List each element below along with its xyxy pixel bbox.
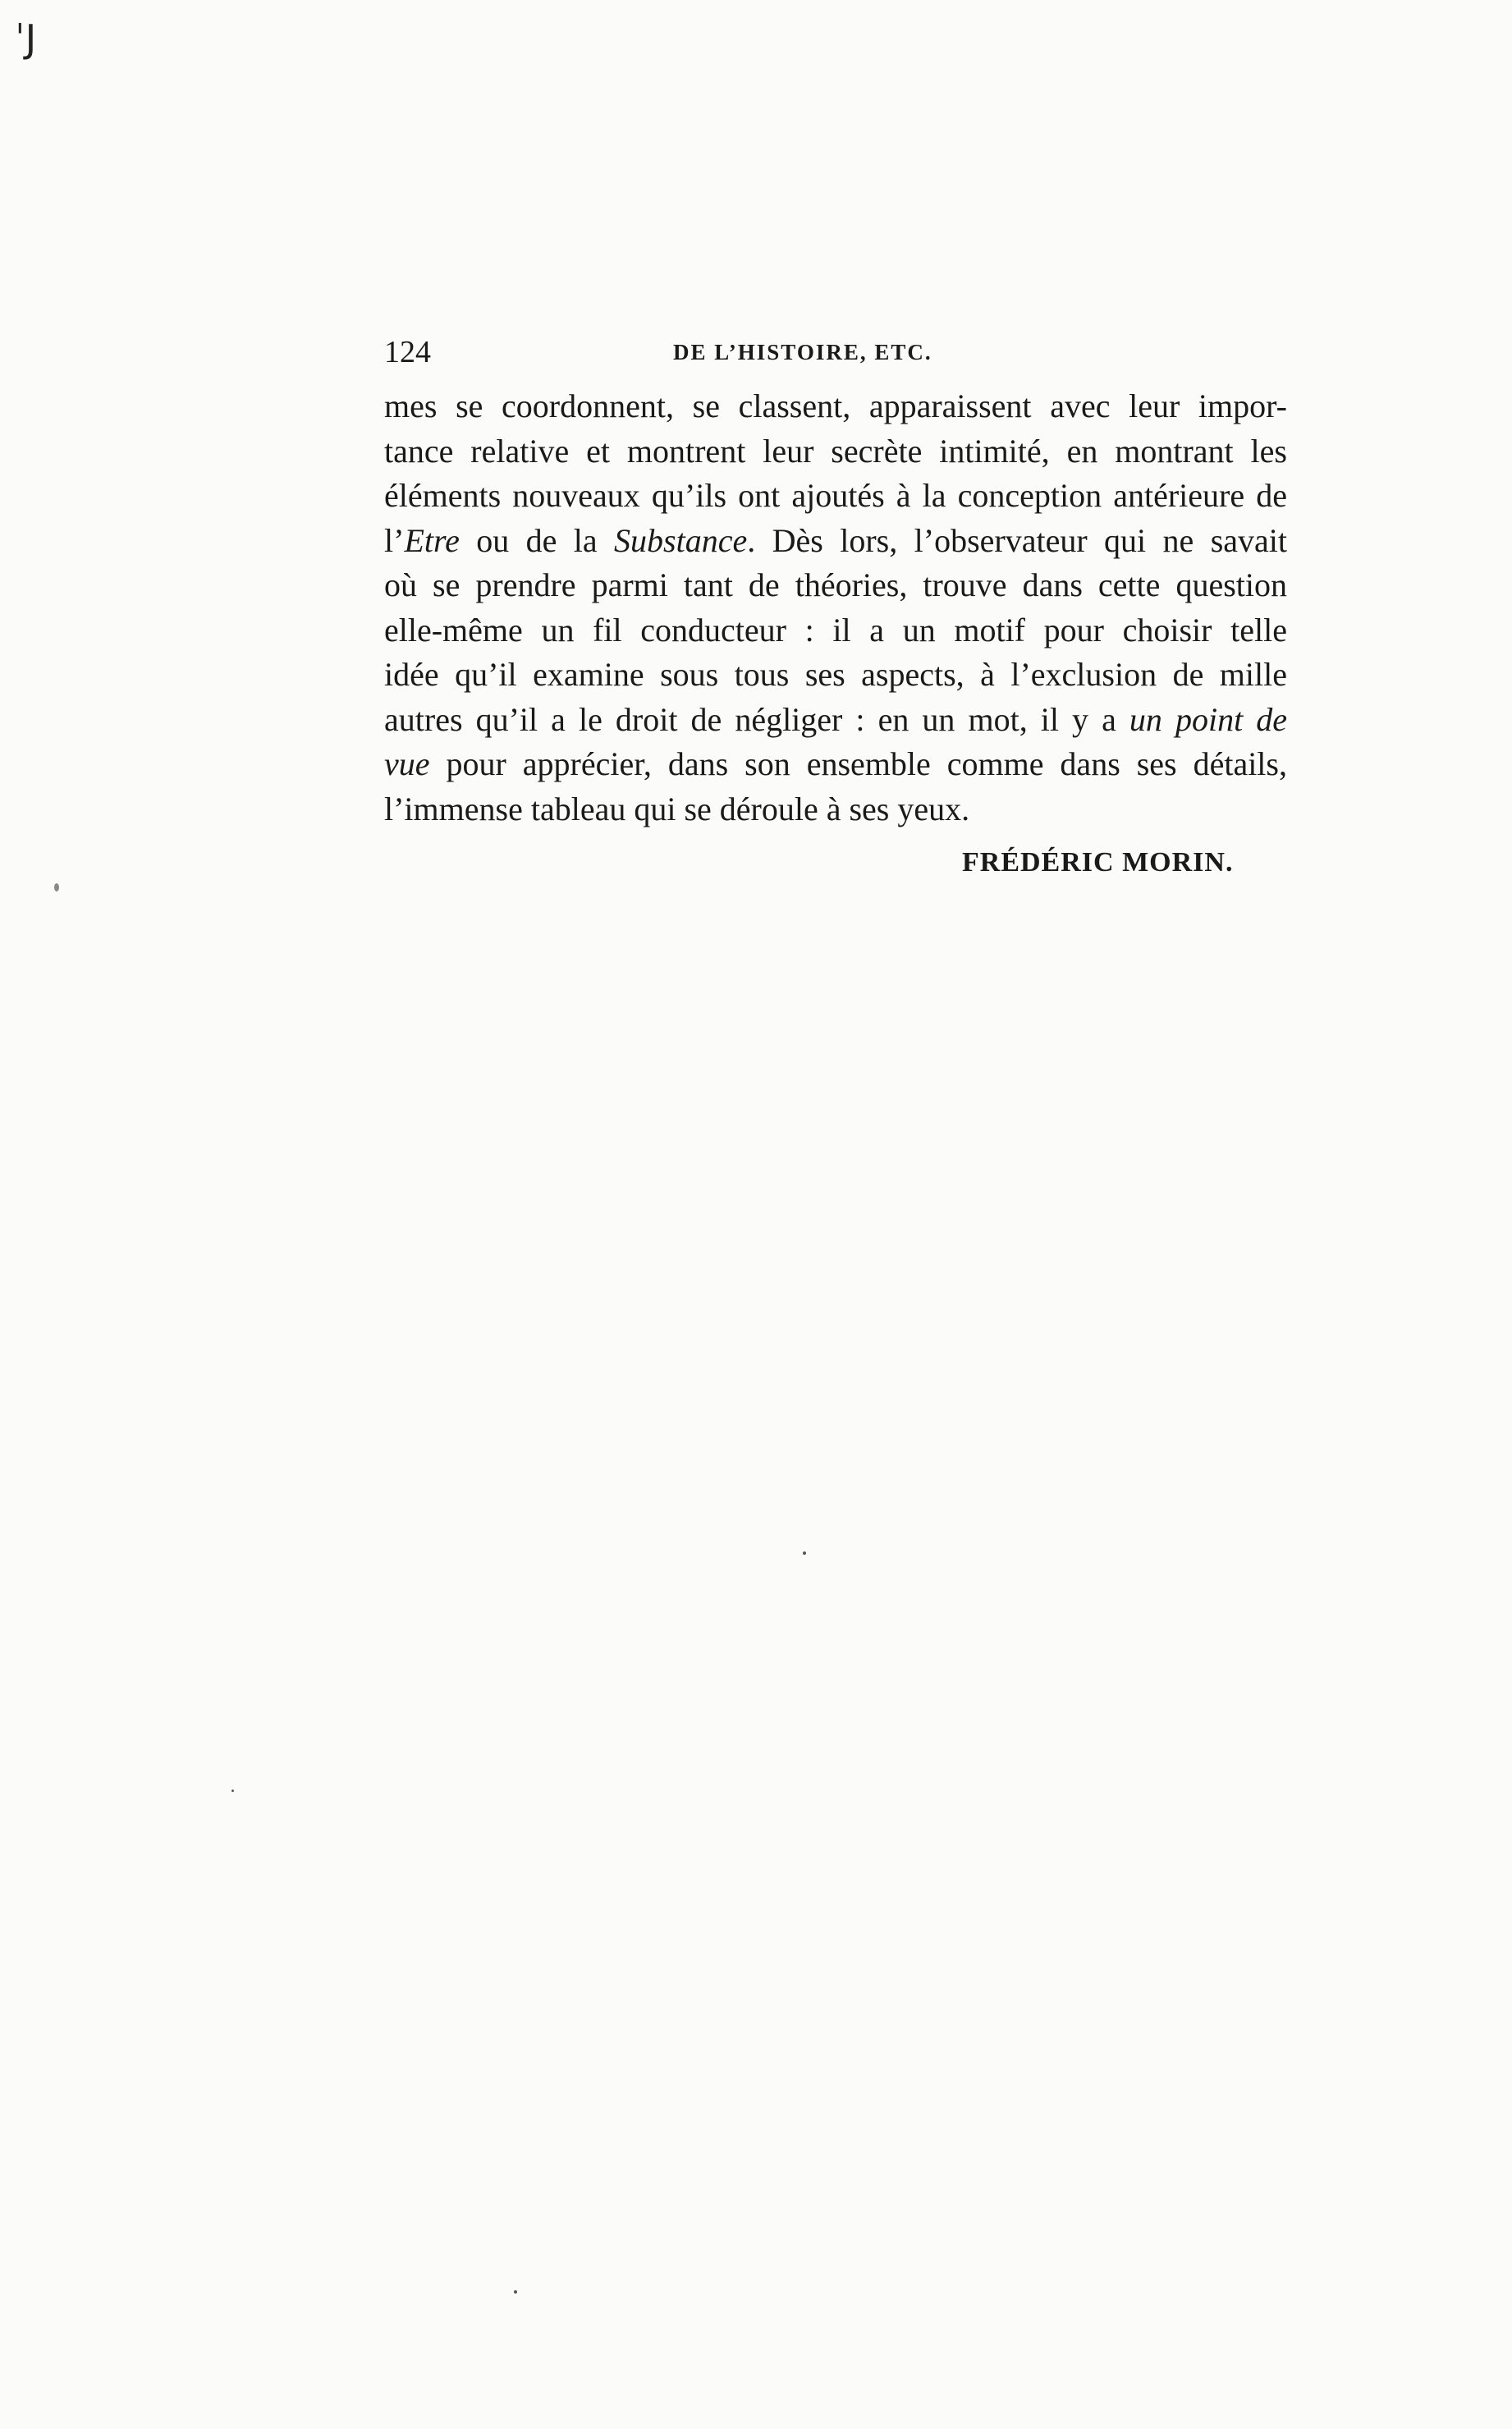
text-segment: idée qu’il examine sous tous ses aspects, à l’exclusion de mille — [384, 656, 1287, 693]
text-segment: . Dès lors, l’observateur qui ne savait — [747, 521, 1288, 559]
text-segment: où se prendre parmi tant de théories, trouve dans cette question — [384, 566, 1287, 603]
corner-handwritten-mark: ˈJ — [15, 16, 37, 61]
paper-speck — [803, 1551, 806, 1555]
text-line — [384, 429, 1287, 474]
text-segment: mes se coordonnent, se classent, apparaissent avec leur impor- — [384, 387, 1287, 424]
text-segment: l’immense tableau qui se déroule à ses yeux. — [384, 790, 970, 827]
paper-speck — [54, 883, 59, 891]
text-line — [384, 519, 1287, 564]
text-line — [384, 653, 1287, 698]
text-line — [384, 787, 1287, 832]
author-signature: FRÉDÉRIC MORIN. — [962, 847, 1234, 878]
italic-text-segment: Etre — [404, 521, 460, 559]
running-head: DE L’HISTOIRE, ETC. — [673, 340, 932, 364]
text-segment: elle-même un fil conducteur : il a un motif pour choisir telle — [384, 611, 1287, 648]
paper-speck — [514, 2290, 517, 2294]
text-segment: pour apprécier, dans son ensemble comme dans ses détails, — [429, 745, 1287, 782]
text-line — [384, 384, 1287, 429]
text-line — [384, 698, 1287, 743]
text-line — [384, 742, 1287, 787]
text-segment: tance relative et montrent leur secrète intimité, en montrant les — [384, 432, 1287, 470]
page-number: 124 — [384, 335, 431, 369]
italic-text-segment: vue — [384, 745, 430, 782]
body-paragraph — [384, 384, 1287, 832]
text-segment: ou de la — [459, 521, 615, 559]
text-line — [384, 608, 1287, 653]
text-segment: autres qu’il a le droit de négliger : en un mot, il y a — [384, 700, 1129, 738]
text-segment: l’ — [384, 521, 405, 559]
text-segment: éléments nouveaux qu’ils ont ajoutés à la conception antérieure de — [384, 477, 1287, 514]
page-header — [384, 332, 1283, 373]
text-line — [384, 474, 1287, 519]
text-line — [384, 563, 1287, 608]
paper-speck — [231, 1790, 234, 1792]
italic-text-segment: un point de — [1129, 700, 1287, 738]
italic-text-segment: Substance — [614, 521, 748, 559]
